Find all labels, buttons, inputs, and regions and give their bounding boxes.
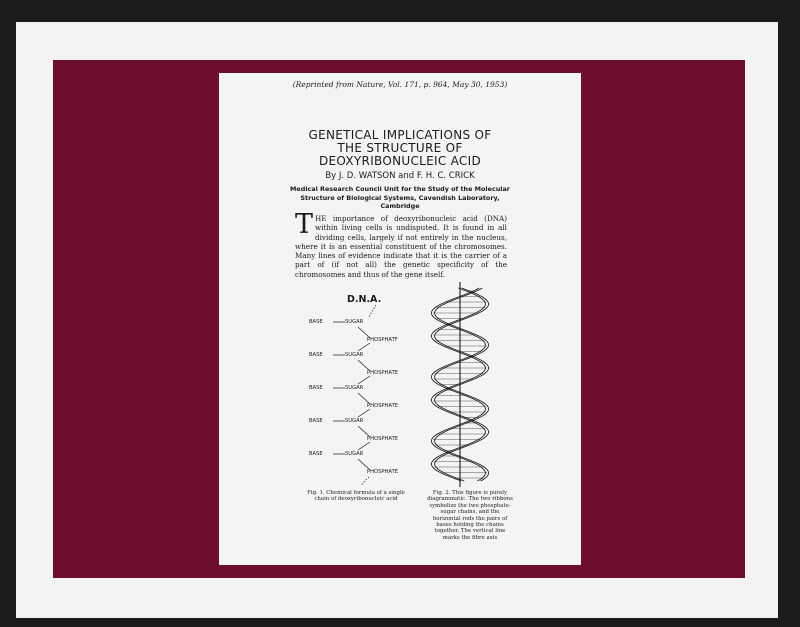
title-line: THE STRUCTURE OF — [337, 141, 463, 155]
phosphate-label: PHOSPHATE — [367, 403, 399, 409]
figure-1-bonds — [305, 295, 423, 485]
chain-start-dots — [369, 305, 376, 317]
drop-cap: T — [295, 209, 314, 240]
phosphate-sugar-bond — [358, 442, 370, 450]
phosphate-label: PHOSPHATF — [367, 337, 398, 343]
phosphate-label: PHOSPHATE — [367, 469, 399, 475]
body-text: HE importance of deoxyribonucleic acid (DNA) within living cells is undisputed. It is found in all dividing cells, largely if not entirely in the nucleus, where it is an essential constituent of the chromosomes. Many lines of evidence indicate that it is the carrier of a part of (if not all) the genetic specificity of the chromosomes and thus of the gene itself. — [295, 214, 507, 279]
base-label: BASE — [309, 319, 323, 325]
figure-2-double-helix — [424, 282, 496, 487]
base-label: BASE — [309, 418, 323, 424]
phosphate-label: PHOSPHATE — [367, 436, 399, 442]
base-label: BASE — [309, 385, 323, 391]
article-authors: By J. D. WATSON and F. H. C. CRICK — [325, 171, 475, 181]
phosphate-sugar-bond — [358, 376, 370, 384]
title-line: GENETICAL IMPLICATIONS OF — [308, 128, 492, 142]
title-line: DEOXYRIBONUCLEIC ACID — [319, 154, 481, 168]
base-label: BASE — [309, 352, 323, 358]
figure-2-caption: Fig. 2. This figure is purely diagrammatic. The two ribbons symbolize the two phosphate-sugar chains, and the horizontal rods the pairs of bases holding the chains together. The vertical line marks the fibre axis — [427, 490, 513, 541]
reprint-page — [219, 73, 581, 565]
sugar-label: SUGAR — [345, 418, 364, 424]
phosphate-label: PHOSPHATE — [367, 370, 399, 376]
sugar-label: SUGAR — [345, 451, 364, 457]
figure-1-caption: Fig. 1. Chemical formula of a single chain of deoxyribonucleic acid — [307, 490, 405, 503]
figure-1-heading: D.N.A. — [347, 294, 382, 305]
chain-end-dots — [361, 477, 369, 485]
figure-1-chemical-formula — [305, 295, 423, 485]
phosphate-sugar-bond — [358, 409, 370, 417]
article-title — [219, 129, 581, 168]
body-paragraph — [295, 209, 507, 279]
author-affiliation: Medical Research Council Unit for the Study of the Molecular Structure of Biological Systems, Cavendish Laboratory, Cambridge — [290, 185, 510, 210]
phosphate-sugar-bond — [358, 343, 370, 351]
sugar-label: SUGAR — [345, 352, 364, 358]
base-label: BASE — [309, 451, 323, 457]
sugar-label: SUGAR — [345, 319, 364, 325]
reprint-citation: (Reprinted from Nature, Vol. 171, p. 964, May 30, 1953) — [292, 80, 508, 89]
sugar-label: SUGAR — [345, 385, 364, 391]
